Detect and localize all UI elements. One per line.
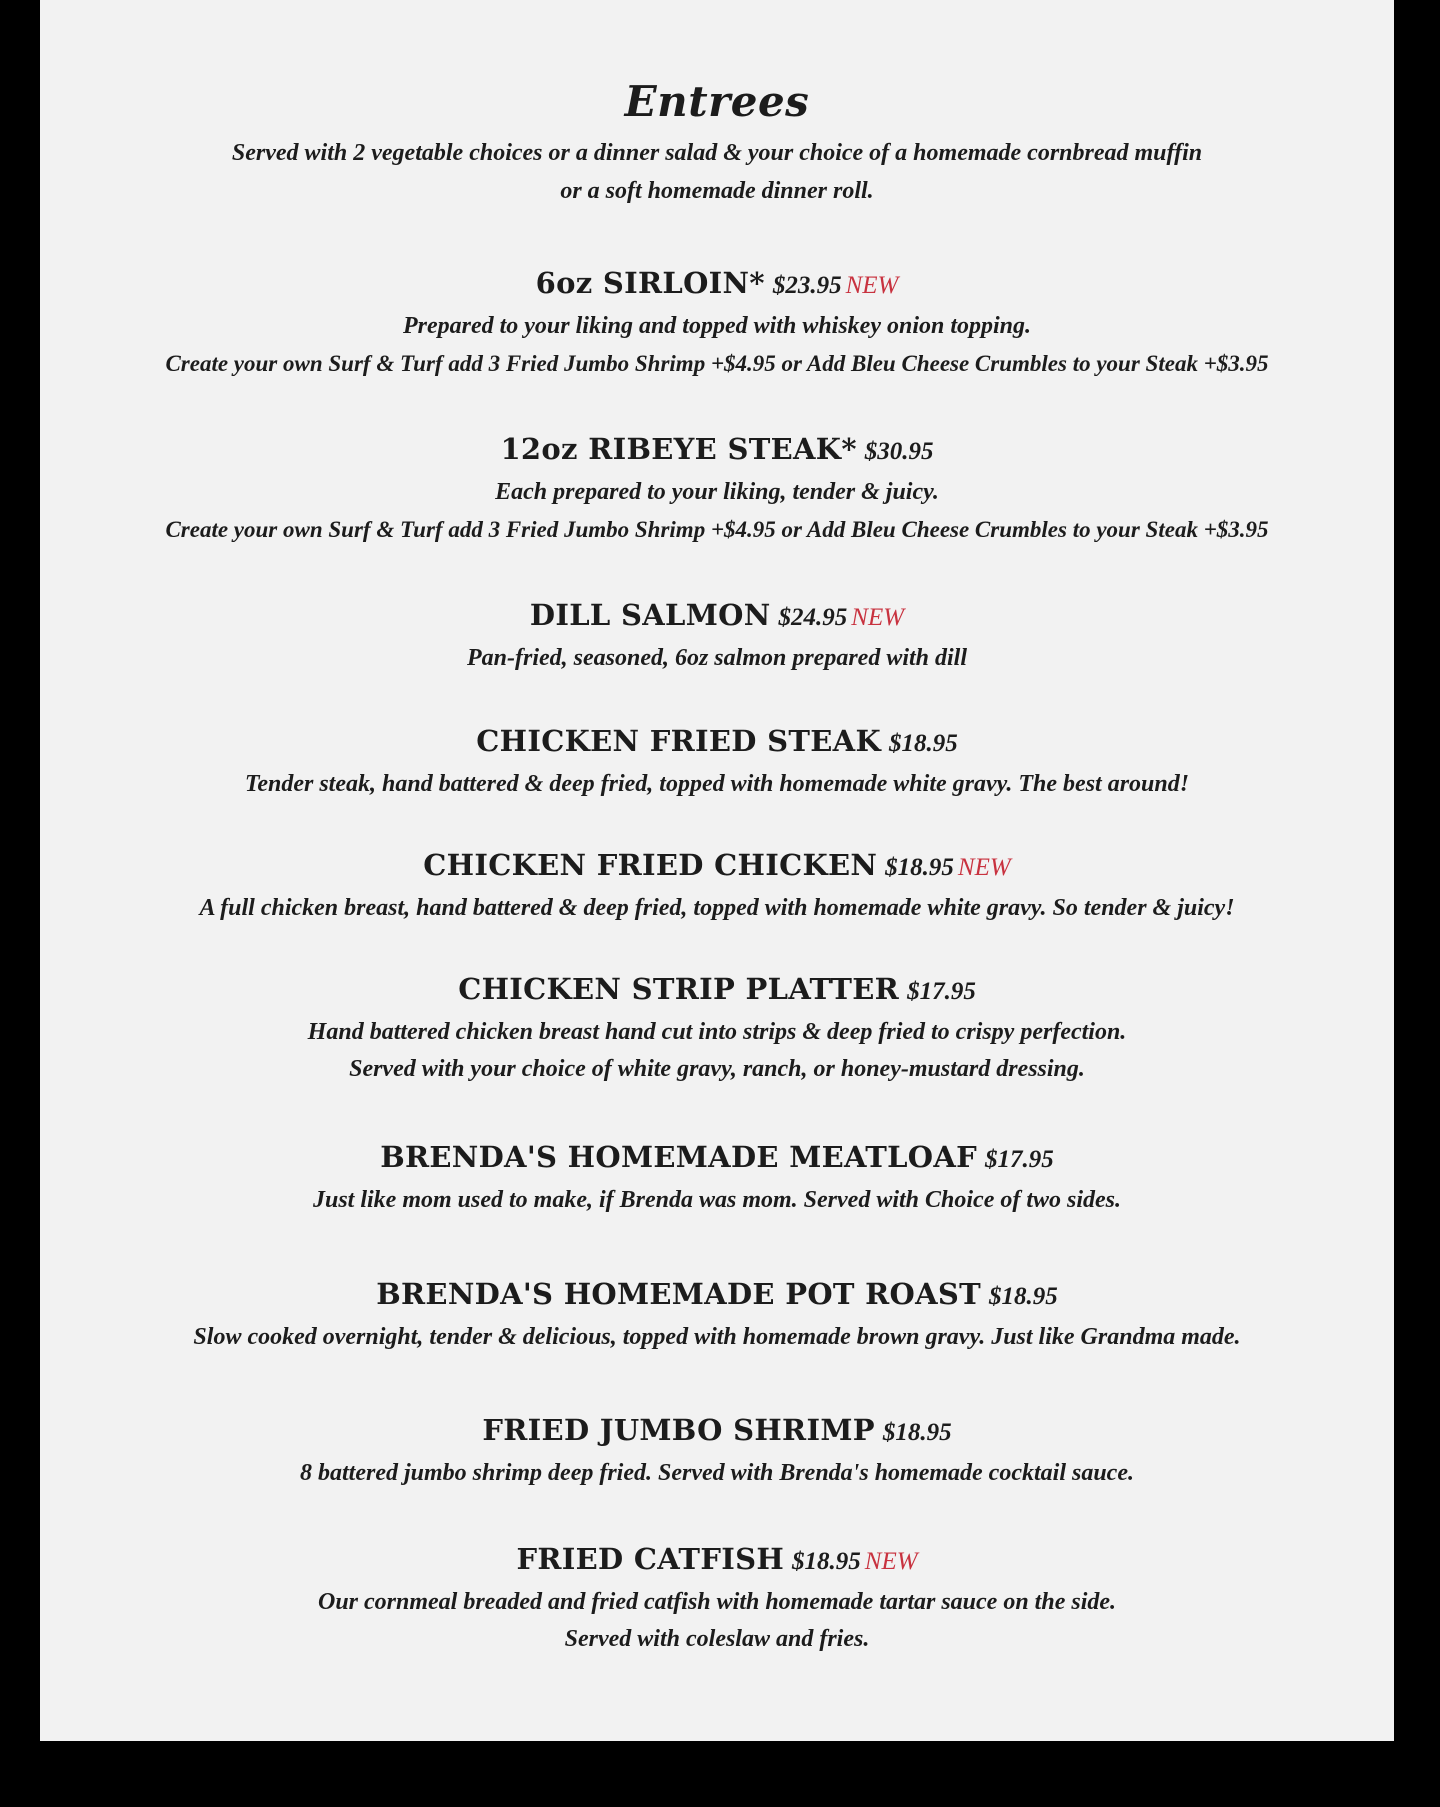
menu-item-fried-jumbo-shrimp (40, 1405, 1394, 1492)
menu-item-fried-catfish (40, 1534, 1394, 1658)
item-name: CHICKEN FRIED STEAK (476, 724, 881, 758)
menu-item-header (40, 424, 1394, 474)
menu-intro (40, 134, 1394, 210)
item-price: $23.95 (772, 272, 842, 299)
menu-item-dill-salmon (40, 590, 1394, 677)
menu-item-sirloin (40, 258, 1394, 382)
item-description: Hand battered chicken breast hand cut into strips & deep fried to crispy perfection. (307, 1019, 1127, 1045)
item-description: Just like mom used to make, if Brenda was mom. Served with Choice of two sides. (312, 1187, 1122, 1213)
item-name: BRENDA'S HOMEMADE MEATLOAF (380, 1140, 978, 1174)
item-name: FRIED JUMBO SHRIMP (482, 1413, 875, 1447)
item-name: CHICKEN STRIP PLATTER (458, 972, 900, 1006)
menu-item-pot-roast (40, 1269, 1394, 1356)
item-name: FRIED CATFISH (516, 1542, 785, 1576)
menu-item-meatloaf (40, 1132, 1394, 1219)
item-price: $18.95 (882, 1419, 952, 1446)
item-name: 6oz SIRLOIN* (535, 266, 765, 300)
item-description: Pan-fried, seasoned, 6oz salmon prepared with dill (466, 645, 968, 671)
new-badge: NEW (851, 604, 905, 631)
item-price: $18.95 (792, 1548, 861, 1575)
item-description: Tender steak, hand battered & deep fried, topped with homemade white gravy. The best around! (244, 771, 1190, 797)
new-badge: NEW (864, 1548, 918, 1575)
item-description: Prepared to your liking and topped with whiskey onion topping. (402, 313, 1032, 339)
menu-item-header (40, 258, 1394, 308)
menu-item-chicken-strip-platter (40, 964, 1394, 1088)
item-description: Each prepared to your liking, tender & juicy. (495, 479, 939, 505)
item-price: $30.95 (864, 438, 934, 465)
item-description: Slow cooked overnight, tender & delicious, topped with homemade brown gravy. Just like Grandma made. (193, 1324, 1241, 1350)
new-badge: NEW (845, 272, 899, 299)
menu-item-header (40, 1269, 1394, 1319)
item-name: 12oz RIBEYE STEAK* (500, 432, 857, 466)
item-price: $17.95 (985, 1146, 1054, 1173)
menu-item-header (40, 1405, 1394, 1455)
menu-item-header (40, 1534, 1394, 1584)
item-description: Create your own Surf & Turf add 3 Fried Jumbo Shrimp +$4.95 or Add Bleu Cheese Crumbles to your Steak +$3.95 (165, 517, 1269, 542)
item-price: $24.95 (778, 604, 848, 631)
item-name: DILL SALMON (529, 598, 771, 632)
menu-item-header (40, 590, 1394, 640)
item-description: Our cornmeal breaded and fried catfish with homemade tartar sauce on the side. (317, 1589, 1117, 1615)
item-name: CHICKEN FRIED CHICKEN (423, 848, 878, 882)
item-price: $18.95 (888, 730, 958, 757)
menu-item-header (40, 1132, 1394, 1182)
menu-item-header (40, 840, 1394, 890)
intro-line: or a soft homemade dinner roll. (560, 178, 874, 204)
menu-page (40, 0, 1394, 1741)
item-price: $17.95 (907, 978, 976, 1005)
menu-item-header (40, 964, 1394, 1014)
menu-item-chicken-fried-chicken (40, 840, 1394, 927)
page-title: Entrees (624, 77, 810, 126)
item-price: $18.95 (989, 1283, 1058, 1310)
item-name: BRENDA'S HOMEMADE POT ROAST (376, 1277, 982, 1311)
menu-item-header (40, 716, 1394, 766)
item-price: $18.95 (885, 854, 954, 881)
item-description: Served with your choice of white gravy, ranch, or honey-mustard dressing. (349, 1056, 1085, 1082)
new-badge: NEW (957, 854, 1011, 881)
item-description: 8 battered jumbo shrimp deep fried. Served with Brenda's homemade cocktail sauce. (300, 1460, 1134, 1486)
menu-item-chicken-fried-steak (40, 716, 1394, 803)
intro-line: Served with 2 vegetable choices or a dinner salad & your choice of a homemade cornbread muffin (231, 140, 1203, 166)
item-description: Create your own Surf & Turf add 3 Fried Jumbo Shrimp +$4.95 or Add Bleu Cheese Crumbles to your Steak +$3.95 (165, 351, 1269, 376)
menu-item-ribeye (40, 424, 1394, 548)
item-description: Served with coleslaw and fries. (564, 1626, 870, 1652)
item-description: A full chicken breast, hand battered & deep fried, topped with homemade white gravy. So tender & juicy! (199, 895, 1235, 921)
